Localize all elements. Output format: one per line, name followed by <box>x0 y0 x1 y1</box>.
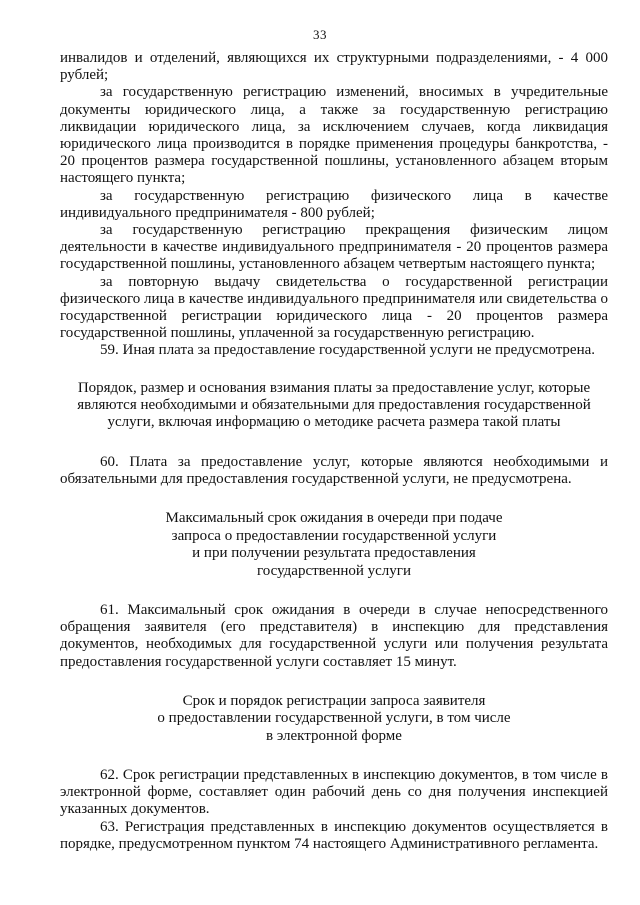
paragraph-62: 62. Срок регистрации представленных в инспекцию документов, в том числе в электронной форме, составляет один рабочий день со дня получения инспекцией указанных документов. <box>60 766 608 818</box>
heading-line: запроса о предоставлении государственной услуги <box>171 527 497 544</box>
paragraph-liquidation-fee: за государственную регистрацию изменений, вносимых в учредительные документы юридического лица, а также за государственную регистрацию ликвидации юридического лица, за исключением случаев, когда ликвидация юридического лица производится в порядке применения процедуры банкротства, - 20 процентов размера государственной пошлины, установленного абзацем вторым настоящего пункта; <box>60 84 608 187</box>
paragraph-60: 60. Плата за предоставление услуг, которые являются необходимыми и обязательными для предоставления государственной услуги, не предусмотрена. <box>60 453 608 488</box>
heading-request-registration <box>60 693 608 745</box>
heading-queue-time <box>60 510 608 580</box>
heading-line: государственной услуги <box>257 562 411 579</box>
paragraph-63: 63. Регистрация представленных в инспекцию документов осуществляется в порядке, предусмотренном пунктом 74 настоящего Административного регламента. <box>60 818 608 852</box>
paragraph-61: 61. Максимальный срок ожидания в очереди в случае непосредственного обращения заявителя (его представителя) в инспекцию для представления документов, необходимых для государственной услуги или получения результата предоставления государственной услуги составляет 15 минут. <box>60 601 608 670</box>
paragraph-continuation: инвалидов и отделений, являющихся их структурными подразделениями, - 4 000 рублей; <box>60 50 608 84</box>
heading-line: о предоставлении государственной услуги, в том числе <box>157 710 511 727</box>
heading-fee-procedure <box>60 380 608 432</box>
heading-line: являются необходимыми и обязательными для предоставления государственной <box>77 397 591 414</box>
paragraph-59: 59. Иная плата за предоставление государственной услуги не предусмотрена. <box>100 342 596 359</box>
paragraph-certificate-reissue-fee: за повторную выдачу свидетельства о государственной регистрации физического лица в качестве индивидуального предпринимателя или свидетельства о государственной регистрации юридического лица - 20 процентов размера государственной пошлины, уплаченной за государственную регистрацию. <box>60 273 608 342</box>
paragraph-entrepreneur-registration-fee: за государственную регистрацию физического лица в качестве индивидуального предпринимателя - 800 рублей; <box>60 187 608 221</box>
heading-line: Порядок, размер и основания взимания платы за предоставление услуг, которые <box>77 379 591 396</box>
page-body <box>60 50 608 853</box>
heading-line: Максимальный срок ожидания в очереди при подаче <box>165 510 503 527</box>
heading-line: и при получении результата предоставления <box>192 545 476 562</box>
heading-line: в электронной форме <box>266 727 402 744</box>
paragraph-entrepreneur-termination-fee: за государственную регистрацию прекращения физическим лицом деятельности в качестве индивидуального предпринимателя - 20 процентов размера государственной пошлины, установленного абзацем четвертым настоящего пункта; <box>60 222 608 273</box>
heading-line: Срок и порядок регистрации запроса заявителя <box>182 692 486 709</box>
page-number: 33 <box>313 27 327 42</box>
heading-line: услуги, включая информацию о методике расчета размера такой платы <box>107 414 561 431</box>
